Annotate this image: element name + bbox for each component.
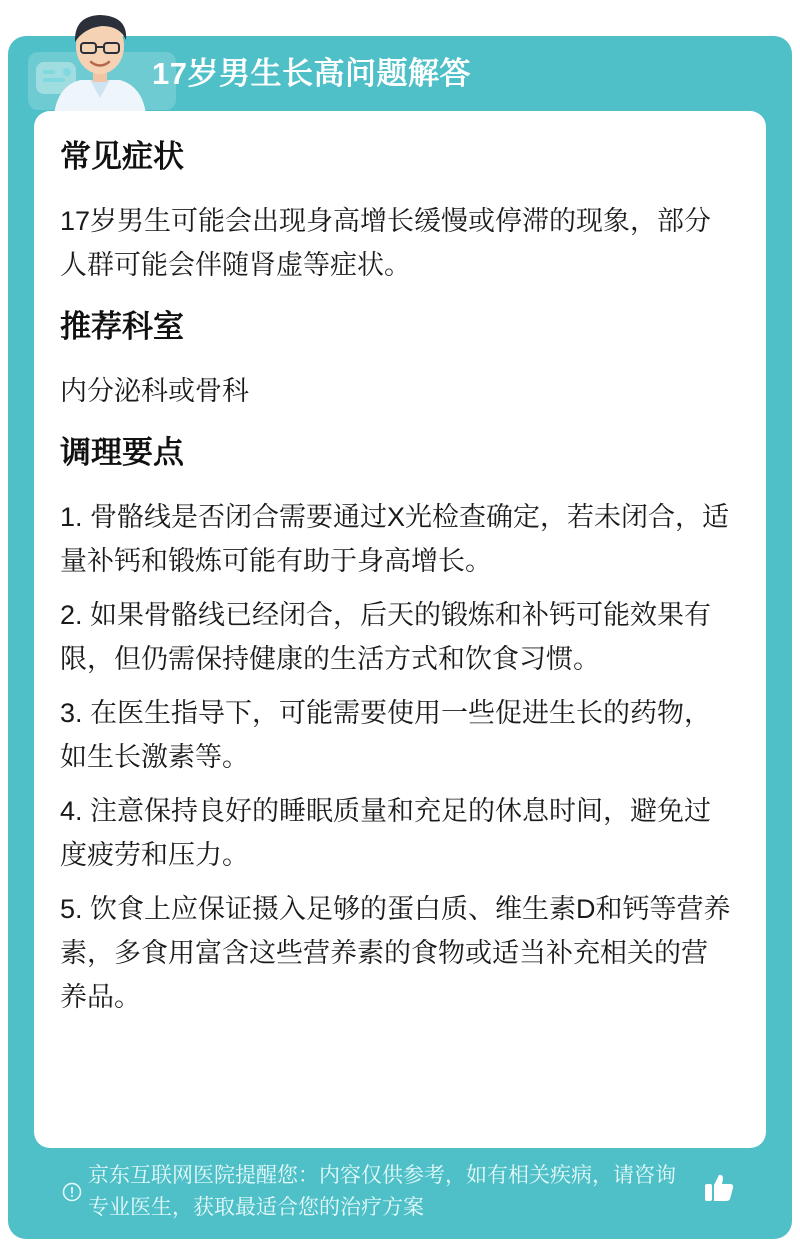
tip-item-4: 4. 注意保持良好的睡眠质量和充足的休息时间，避免过度疲劳和压力。	[60, 796, 712, 870]
tip-item-5: 5. 饮食上应保证摄入足够的蛋白质、维生素D和钙等营养素，多食用富含这些营养素的食物或适当补充相关的营养品。	[60, 894, 731, 1012]
info-icon	[62, 1182, 82, 1202]
symptoms-text: 17岁男生可能会出现身高增长缓慢或停滞的现象，部分人群可能会伴随肾虚等症状。	[60, 206, 712, 280]
thumbs-up-icon[interactable]	[702, 1170, 736, 1204]
content-card	[34, 111, 766, 1148]
tip-item-1: 1. 骨骼线是否闭合需要通过X光检查确定，若未闭合，适量补钙和锻炼可能有助于身高增长。	[60, 502, 730, 576]
tip-item-3: 3. 在医生指导下，可能需要使用一些促进生长的药物，如生长激素等。	[60, 698, 712, 772]
doctor-avatar	[50, 6, 150, 114]
tips-title: 调理要点	[60, 435, 184, 470]
department-text: 内分泌科或骨科	[60, 376, 249, 406]
symptoms-title: 常见症状	[60, 139, 184, 174]
footer-disclaimer: 京东互联网医院提醒您：内容仅供参考，如有相关疾病，请咨询专业医生，获取最适合您的治疗方案	[88, 1164, 676, 1219]
department-title: 推荐科室	[60, 309, 184, 344]
tip-item-2: 2. 如果骨骼线已经闭合，后天的锻炼和补钙可能效果有限，但仍需保持健康的生活方式和饮食习惯。	[60, 600, 712, 674]
page-title: 17岁男生长高问题解答	[152, 56, 471, 91]
